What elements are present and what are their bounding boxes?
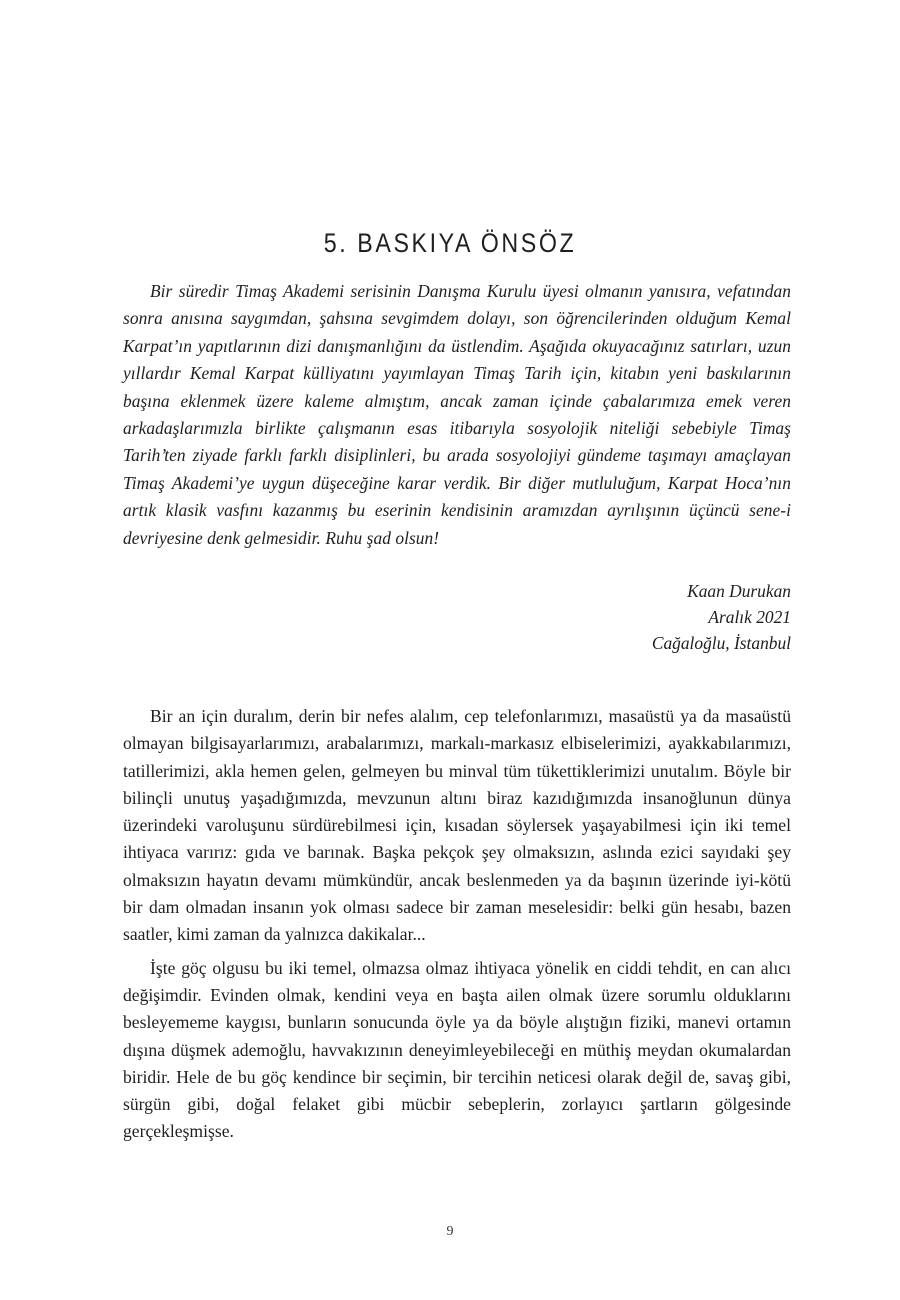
signature-name: Kaan Durukan: [687, 581, 791, 601]
preface-paragraph: Bir süredir Timaş Akademi serisinin Danışma Kurulu üyesi olmanın yanısıra, vefatından sonra anısına saygımdan, şahsına sevgimdem dolayı, son öğrencilerinden olduğum Kemal Karpat’ın yapıtlarının dizi danışmanlığını da üstlendim. Aşağıda okuyacağınız satırları, uzun yıllardır Kemal Karpat külliyatını yayımlayan Timaş Tarih için, kitabın yeni baskılarının başına eklenmek üzere kaleme almıştım, ancak zaman içinde çabalarımıza emek veren arkadaşlarımızla birlikte çalışmanın esas itibarıyla sosyolojik niteliği sebebiyle Timaş Tarih’ten ziyade farklı farklı disiplinleri, bu arada sosyolojiyi gündeme taşımayı amaçlayan Timaş Akademi’ye uygun düşeceğine karar verdik. Bir diğer mutluluğum, Karpat Hoca’nın artık klasik vasfını kazanmış bu eserinin kendisinin aramızdan ayrılışının üçüncü sene-i devriyesine denk gelmesidir. Ruhu şad olsun!: [123, 281, 791, 548]
signature-date: Aralık 2021: [708, 607, 791, 627]
body-paragraph-1: Bir an için duralım, derin bir nefes alalım, cep telefonlarımızı, masaüstü ya da masaüstü olmayan bilgisayarlarımızı, arabalarımızı, markalı-markasız elbiselerimizi, ayakkabılarımızı, tatillerimizi, akla hemen gelen, gelmeyen bu minval tüm tükettiklerimizi unutalım. Böyle bir bilinçli unutuş yaşadığımızda, mevzunun altını biraz kazıdığımızda insanoğlunun dünya üzerindeki varoluşunu sürdürebilmesi için, kısadan söylersek yaşayabilmesi için iki temel ihtiyaca varırız: gıda ve barınak. Başka pekçok şey olmaksızın, aslında ezici sayıdaki şey olmaksızın hayatın devamı mümkündür, ancak beslenmeden ya da başının üzerinde iyi-kötü bir dam olmadan insanın yok olması sadece bir zaman meselesidir: belki gün hesabı, bazen saatler, kimi zaman da yalnızca dakikalar...: [123, 706, 791, 945]
preface-signature: [123, 578, 791, 656]
chapter-heading: 5. BASKIYA ÖNSÖZ: [323, 228, 577, 258]
body-paragraph-2: İşte göç olgusu bu iki temel, olmazsa olmaz ihtiyaca yönelik en ciddi tehdit, en can alıcı değişimdir. Evinden olmak, kendini veya en başta ailen olmak üzere sorumlu olduklarını besleyememe kaygısı, bunların sonucunda öyle ya da böyle alıştığın fiziki, manevi ortamın dışına düşmek ademoğlu, havvakızının deneyimleyebileceği en müthiş meydan okumalardan biridir. Hele de bu göç kendince bir seçimin, bir tercihin neticesi olarak değil de, savaş gibi, sürgün gibi, doğal felaket gibi mücbir sebeplerin, zorlayıcı şartların gölgesinde gerçekleşmişse.: [123, 957, 791, 1142]
body-text: [123, 703, 791, 1152]
signature-place: Cağaloğlu, İstanbul: [651, 633, 791, 653]
page-number: 9: [446, 1224, 454, 1239]
